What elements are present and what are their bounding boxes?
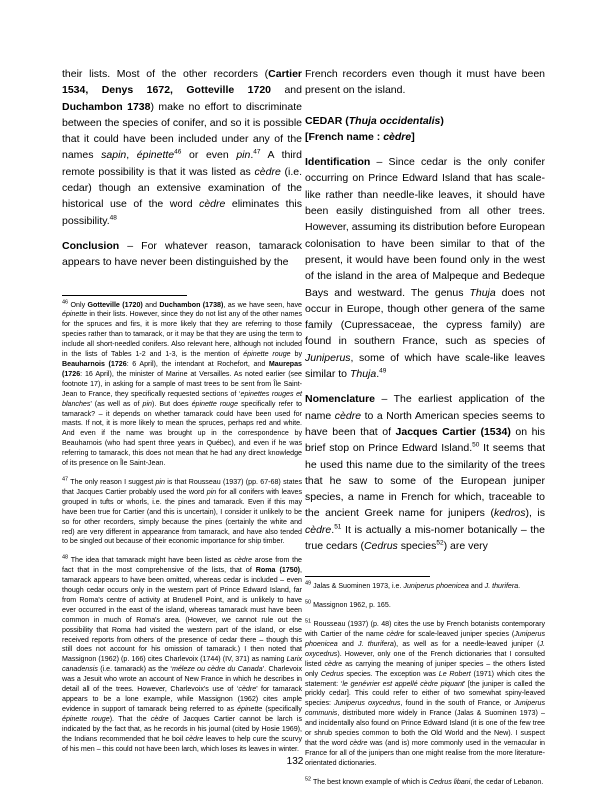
footnote-ref-52: 52 xyxy=(436,539,444,547)
footnote-47: $^{47}$ The only reason I suggest pin is that Rousseau (1937) (pp. 67-68) states that Jacques Cartier probably used the word pin for all conifers with leaves grouped in tufts or whorls, i.e. the pines and tamarack. Even if this may have been true for Cartier (and this is uncertain), I consider it unlikely to be so for other recorders, simply because the pines (certainly the white and red) are very different in appearance from tamarack, and have also tended to be singled out because of their economic importance for ship timber. xyxy=(62,476,302,546)
right-column xyxy=(305,66,545,788)
right-paragraph-identification: Identification – Since cedar is the only conifer occurring on Prince Edward Island that has scale-like rather than needle-like leaves, it should have been easily distinguished from all other trees. However, assuming its distribution before European colonisation to have been similar to that of the present, it would have been found only in the west of the island in the area of Malpeque and Bedeque Bays and westward. The genus Thuja does not occur in Europe, though other genera of the same family (Cupressaceae, the cypress family) are found in southern France, such as species of Juniperus, some of which have scale-like leaves similar to Thuja.$^{49}$ xyxy=(305,156,545,381)
section-heading: CEDAR (Thuja occidentalis) xyxy=(305,114,444,127)
footnote-52: $^{52}$ The best known example of which is Cedrus libani, the cedar of Lebanon. xyxy=(305,776,544,786)
footnote-ref-46: 46 xyxy=(174,148,182,156)
right-paragraph-nomenclature: Nomenclature – The earliest application of the name cèdre to a North American species seems to have been that of Jacques Cartier (1534) on his brief stop on Prince Edward Island.$^{50}$ It seems that he used this name due to the similarity of the trees that he saw to some of the European juniper species, a name in French for which, traceable to the ancient Greek name for junipers (kedros), is cèdre.$^{51}$ It is actually a mis-nomer botanically – the true cedars (Cedrus species$^{52}$) are very xyxy=(305,393,546,553)
section-subheading: [French name : cèdre] xyxy=(305,130,415,143)
footnote-ref-50: 50 xyxy=(472,441,480,449)
left-column xyxy=(62,66,302,754)
footnote-50: $^{50}$ Massignon 1962, p. 165. xyxy=(305,599,391,610)
footnote-49: $^{49}$ Jalas & Suominen 1973, i.e. Juniperus phoenicea and J. thurifera. xyxy=(305,580,521,591)
left-paragraph-1: their lists. Most of the other recorders (Cartier 1534, Denys 1672, Gotteville 1720 and Duchambon 1738) make no effort to discriminate between the species of conifer, and so it is possible that it could have been included under any of the names sapin, épinette$^{46}$ or even pin.$^{47}$ A third remote possibility is that it was listed as cèdre (i.e. cedar) though an extensive examination of the historical use of the word cèdre eliminates this possibility.$^{48}$ xyxy=(62,68,303,227)
footnote-ref-49: 49 xyxy=(379,367,387,375)
footnote-ref-51: 51 xyxy=(334,523,342,531)
footnote-46: $^{46}$ Only Gotteville (1720) and Duchambon (1738), as we have seen, have épinette in their lists. However, since they do not list any of the other names for the spruces and firs, it is more likely that they are referring to those species rather than to tamarack, or it may be that they are using the term to include all short-needled conifers. Also relevant here, although not included in the lists of Tables 1-2 and 1-3, is the mention of épinette rouge by Beauharnois (1726: 6 April), the intendant at Rochefort, and Maurepas (1726: 16 April), the minister of Marine at Versailles. As noted earlier (see footnote 17), in asking for a sample of mast trees to be sent from Île Saint-Jean to France, they specifically requested sections of ‘epinettes rouges et blanches’ (as well as of pin). But does épinette rouge specifically refer to tamarack? – it depends on whether tamarack could have been used for masts. If not, it is more likely to mean the spruces, perhaps red and white. And even if the name was brought up in the correspondence by Beauharnois (who had spent three years in Québec), and even if he was referring to tamarack, this does not mean that he had any direct knowledge of its presence on Île Saint-Jean. xyxy=(62,299,303,468)
footnote-ref-47: 47 xyxy=(253,148,261,156)
left-paragraph-conclusion: Conclusion – For whatever reason, tamarack appears to have never been distinguished by the xyxy=(62,239,302,269)
page-number: 132 xyxy=(286,756,304,767)
footnote-48: $^{48}$ The idea that tamarack might have been listed as cèdre arose from the fact that in the most comprehensive of the lists, that of Roma (1750), tamarack appears to have been omitted, whereas cedar is included – even though cedar occurs only in the western part of Prince Edward Island, far from Roma's centre of activity at Brudenell Point, and is unlikely to have ever occurred in the east of the island, whereas tamarack must have been common in much of Roma's area. (However, we cannot rule out the possibility that Roma had visited the western part of the island, or else received reports from others of the presence of cedar there – though this still does not account for his omission of tamarack.) I then noted that Massignon (1962) (p. 166) cites Charlevoix (1744) (IV, 371) as naming Larix canadensis (i.e. tamarack) as the ‘méleze ou cèdre du Canada’. Charlevoix was a Jesuit who wrote an account of New France in which he describes in detail all of the trees. However, Charlevoix's use of ‘cèdre’ for tamarack appears to be a lone example, while Massignon (1962) cites ample evidence in support of tamarack being referred to as épinette (specifically épinette rouge). That the cèdre of Jacques Cartier cannot be larch is indicated by the fact that, as he records in his journal (cited by Hosie 1969), the Indians recommended that he boil cèdre leaves to help cure the scurvy of his men – this could not have been larch, which loses its leaves in winter. xyxy=(62,554,302,753)
footnote-51: $^{51}$ Rousseau (1937) (p. 48) cites the use by French botanists contemporary with Cartier of the name cèdre for scale-leaved juniper species (Juniperus phoenicea and J. thurifera), as well as for a needle-leaved juniper (J. oxycedrus). However, only one of the French dictionaries that I consulted listed cèdre as carrying the meaning of juniper species – the others listed only Cedrus species. The exception was Le Robert (1971) which cites the statement: ‘le genévrier est appellé cèdre piquant’ [the juniper is called the prickly cedar]. This could refer to either of two somewhat spiny-leaved species: Juniperus oxycedrus, found in the south of France, or Juniperus communis, distributed more widely in France (Jalas & Suominen 1973) – and incidentally also found on Prince Edward Island (it is one of the few tree or shrub species common to both the Old World and the New). I suspect that the word cèdre was (and is) more commonly used in the vernacular in France for all of the junipers than one might realise from the more literature-orientated dictionaries. xyxy=(305,618,546,767)
footnote-ref-48: 48 xyxy=(109,214,117,222)
right-paragraph-1: French recorders even though it must have been present on the island. xyxy=(305,68,545,97)
